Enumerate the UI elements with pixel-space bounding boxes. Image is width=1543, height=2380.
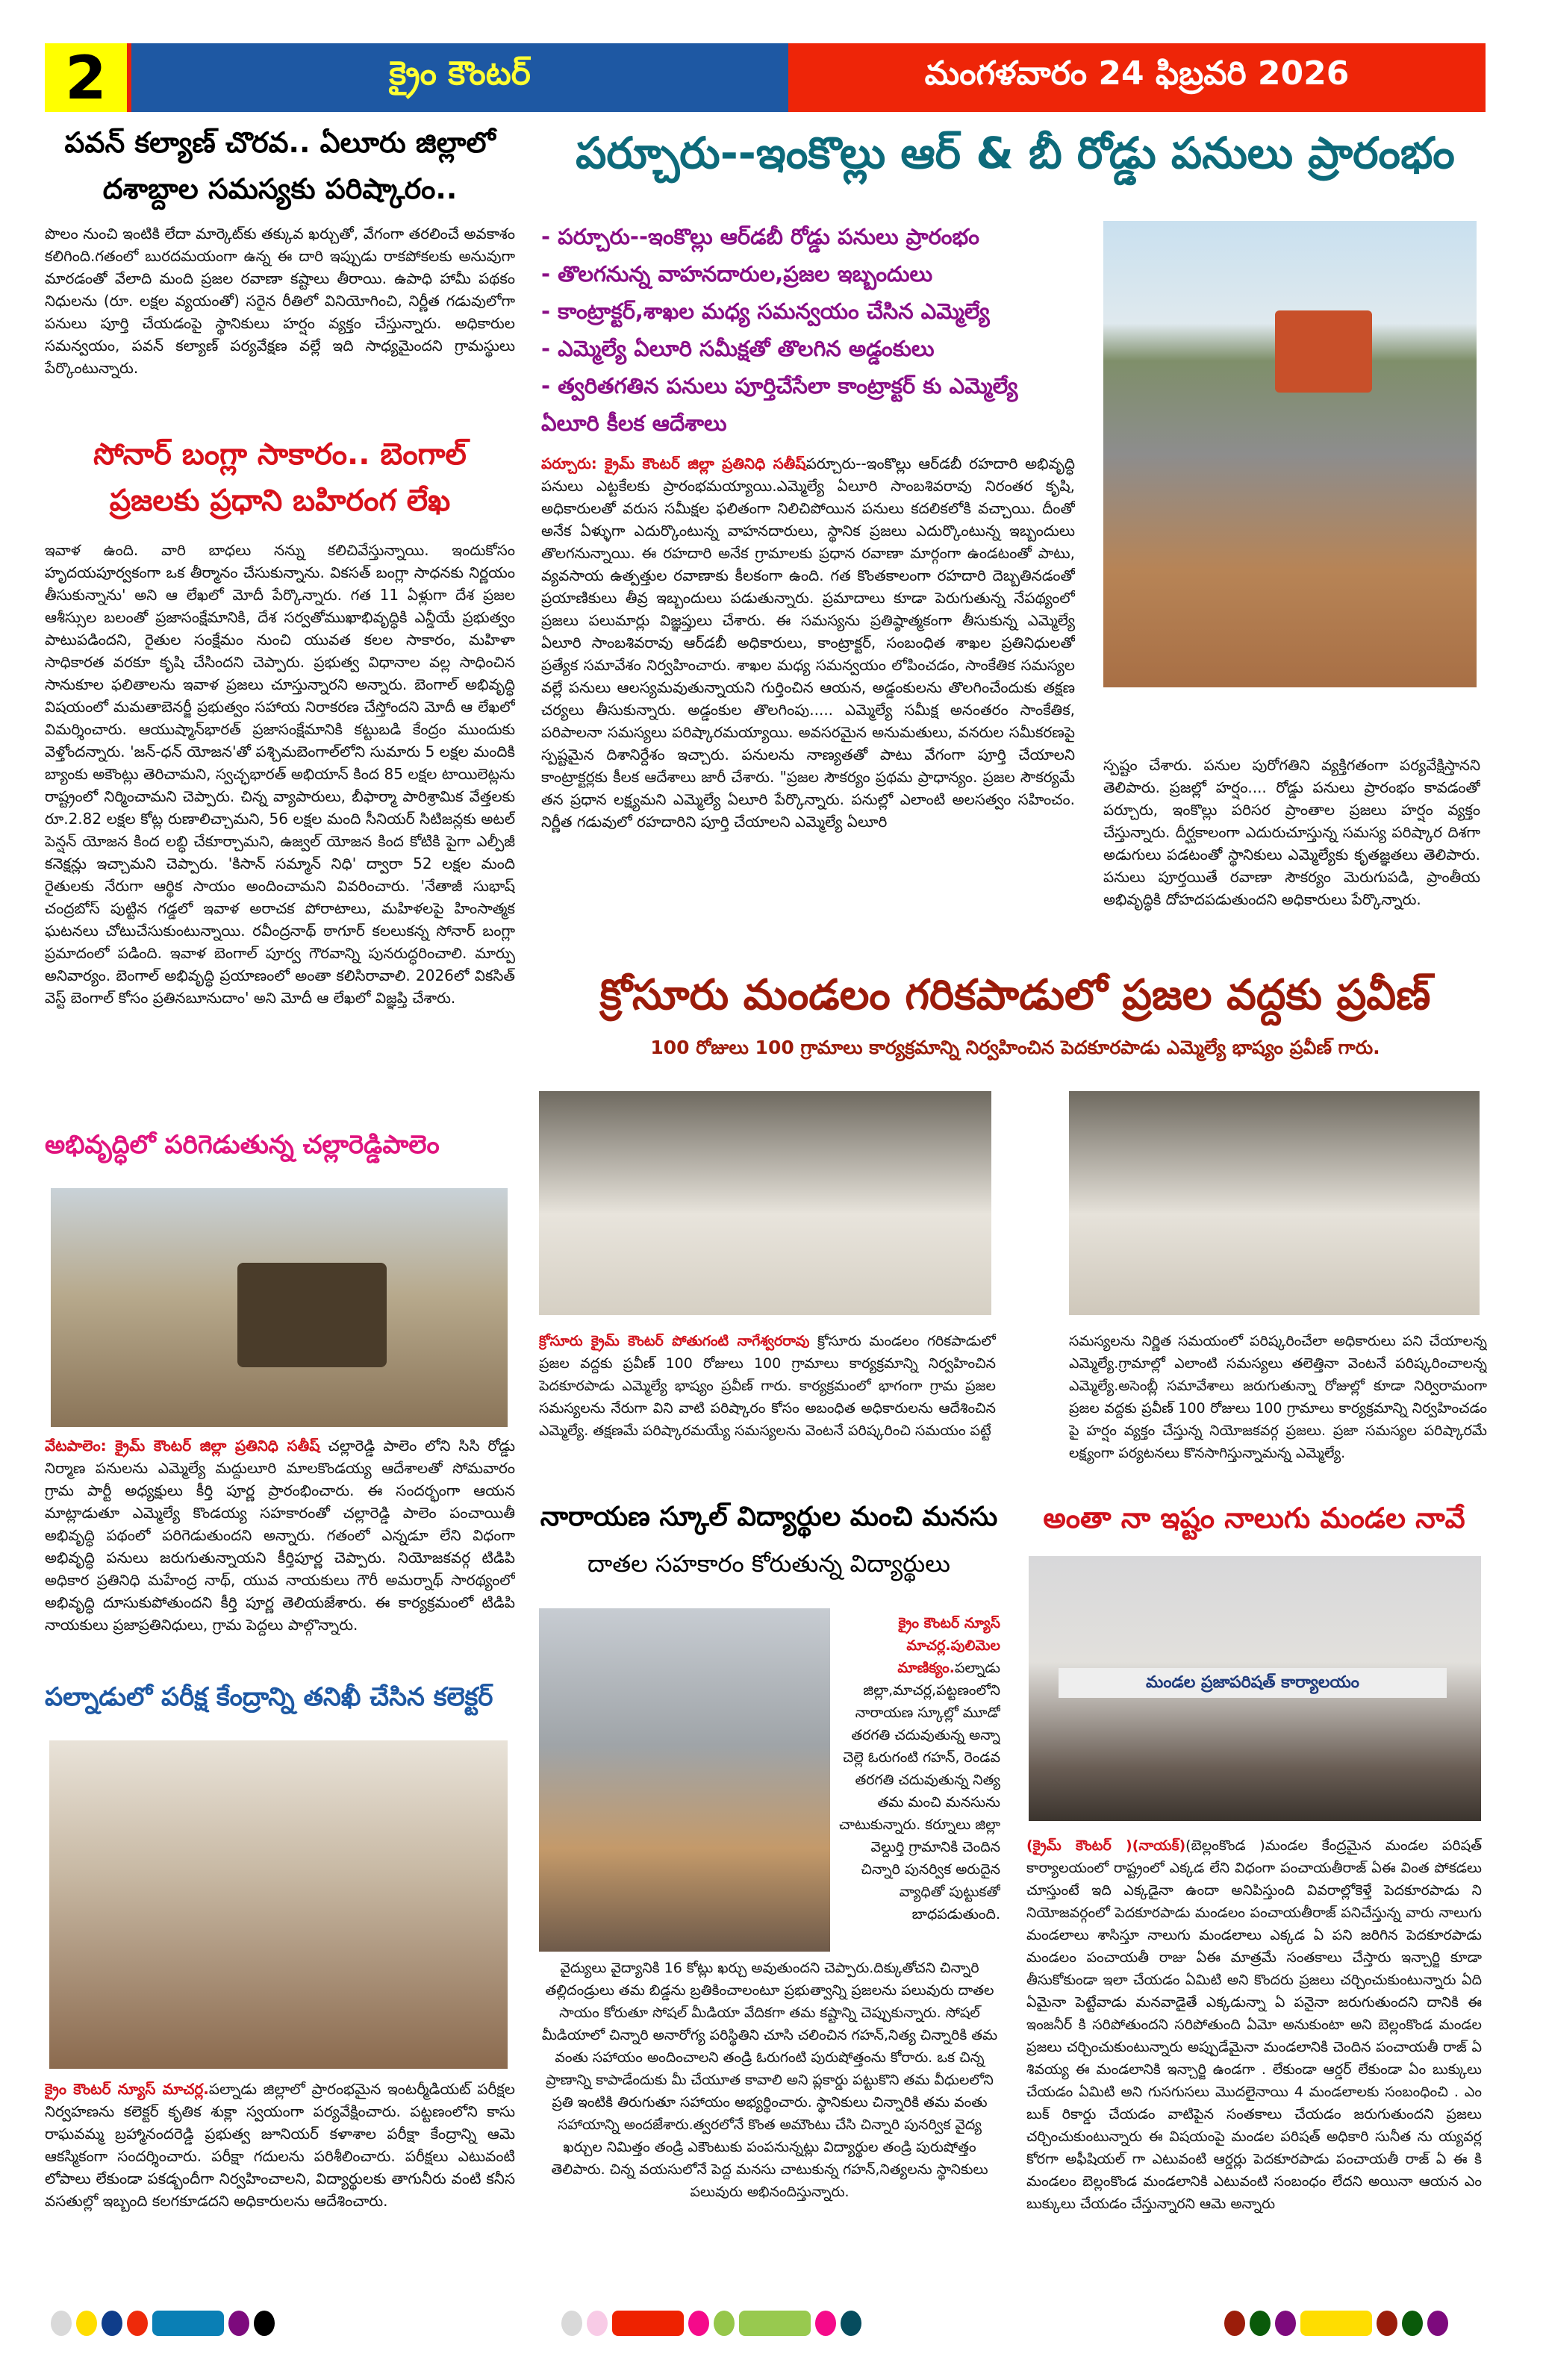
color-dot (1224, 2311, 1245, 2336)
bullet: - ఎమ్మెల్యే ఏలూరి సమీక్షతో తొలగిన అడ్డంకులు (541, 336, 935, 361)
subheadline-narayana: దాతల సహకారం కోరుతున్న విద్యార్థులు (587, 1549, 950, 1578)
color-dot (51, 2311, 72, 2336)
highlight-bullets (541, 218, 1094, 442)
article-body-sonar-bangla: ఇవాళ ఉంది. వారి బాధలు నన్ను కలిచివేస్తున్నాయి. ఇందుకోసం హృదయపూర్వకంగా ఒక తీర్మానం చేసుకున్నాను. వికసత్ బంగ్లా సాధనకు నిర్ణయం తీసుకున్నాను' అని ఆ లేఖలో మోదీ పేర్కొన్నారు. గత 11 ఏళ్లుగా దేశ ప్రజల ఆశీస్సుల బలంతో ప్రజాసంక్షేమానికి, దేశ సర్వతోముఖాభివృద్ధికి ఎన్డీయే ప్రభుత్వం పాటుపడిందని, రైతుల సంక్షేమం నుంచి యువత కలల సాకారం, మహిళా సాధికారత వరకూ కృషి చేసిందని చెప్పారు. ప్రభుత్వ విధానాల వల్ల సాధించిన సానుకూల ఫలితాలను ఇవాళ ప్రజలు చూస్తున్నారని అన్నారు. బెంగాల్ అభివృద్ధి విషయంలో మమతాబెనర్జీ ప్రభుత్వం సహాయ నిరాకరణ చేస్తోందని మోదీ ఆ లేఖలో విమర్శించారు. ఆయుష్మాన్‌భారత్ ప్రజాసంక్షేమానికి కట్టుబడి కేంద్రం ముందుకు వెళ్తోందన్నారు. 'జన్-ధన్ యోజన'తో పశ్చిమబెంగాల్‌లోని సుమారు 5 లక్షల మందికి బ్యాంకు అకౌంట్లు తెరిచామని, స్వచ్ఛభారత్ అభియాన్ కింద 85 లక్షల టాయిలెట్లను రాష్ట్రంలో నిర్మించామని చెప్పారు. చిన్న వ్యాపారులు, బీఫార్మా పారిశ్రామిక వేత్తలకు రూ.2.82 లక్షల కోట్ల రుణాలిచ్చామని, 56 లక్షల మంది సీనియర్ సిటిజన్లకు అటల్ పెన్షన్ యోజన కింద లబ్ధి చేకూర్చామని, ఉజ్వల్ యోజన కింద కోటికి పైగా ఎల్పీజీ కనెక్షన్లు ఇచ్చామని చెప్పారు. 'కిసాన్ సమ్మాన్ నిధి' ద్వారా 52 లక్షల మంది రైతులకు నేరుగా ఆర్థిక సాయం అందించామని వివరించారు. 'నేతాజీ సుభాష్ చంద్రబోస్ పుట్టిన గడ్డలో ఇవాళ అరాచక పోరాటాలు, మహిళలపై హింసాత్మక ఘటనలు చోటుచేసుకుంటున్నాయి. రవీంద్రనాథ్ ఠాగూర్ కలలుకన్న సోనార్ బంగ్లా ప్రమాదంలో పడింది. ఇవాళ బెంగాల్ పూర్వ గౌరవాన్ని పునరుద్ధరించాలి. మార్పు అనివార్యం. బెంగాల్ అభివృద్ధి ప్రయాణంలో అంతా కలిసిరావాలి. 2026లో వికసిత్ వెస్ట్ బెంగాల్ కోసం ప్రతినబూనుదాం' అని మోదీ ఆ లేఖలో విజ్ఞప్తి చేశారు. (45, 541, 515, 1007)
byline: పర్చూరు: క్రైమ్ కౌంటర్ జిల్లా ప్రతినిధి సతీష్ (541, 455, 806, 472)
color-dot (815, 2311, 836, 2336)
article-body-parchur (541, 452, 1075, 949)
article-body-parchur-continued: స్పష్టం చేశారు. పనుల పురోగతిని వ్యక్తిగతంగా పర్యవేక్షిస్తానని తెలిపారు. ప్రజల్లో హర్షం.... రోడ్డు పనులు ప్రారంభం కావడంతో పర్చూరు, ఇంకొల్లు పరిసర ప్రాంతాల ప్రజలు హర్షం వ్యక్తం చేస్తున్నారు. దీర్ఘకాలంగా ఎదురుచూస్తున్న సమస్య పరిష్కార దిశగా అడుగులు పడటంతో స్థానికులు ఎమ్మెల్యేకు కృతజ్ఞతలు తెలిపారు. పనులు పూర్తయితే రవాణా సౌకర్యం మెరుగుపడి, ప్రాంతీయ అభివృద్ధికి దోహదపడుతుందని అధికారులు పేర్కొన్నారు. (1103, 756, 1480, 908)
excavator-shape (1275, 310, 1372, 393)
bullet: - కాంట్రాక్టర్,శాఖల మధ్య సమన్వయం చేసిన ఎమ్మెల్యే (541, 299, 990, 324)
photo-mandal-office (1029, 1556, 1481, 1821)
article-body-krosuru-left (539, 1330, 996, 1494)
color-dot (1275, 2311, 1296, 2336)
page-number: 2 (45, 43, 131, 112)
color-dot (127, 2311, 148, 2336)
headline-pawan: పవన్ కల్యాణ్ చొరవ.. ఏలూరు జిల్లాలో దశాబ్దాల సమస్యకు పరిష్కారం.. (64, 126, 496, 205)
body-text: పల్నాడు జిల్లాలో ప్రారంభమైన ఇంటర్మీడియట్ పరీక్షల నిర్వహణను కలెక్టర్ కృతిక శుక్లా స్వయంగా పర్యవేక్షించారు. పట్టణంలోని కాసు రాఘవమ్మ బ్రహ్మానందరెడ్డి ప్రభుత్వ జూనియర్ కళాశాల పరీక్షా కేంద్రాన్ని ఆమె ఆకస్మికంగా సందర్శించారు. పరీక్షా గదులను పరిశీలించారు. పరీక్షలు ఎటువంటి లోపాలు లేకుండా పకడ్బందీగా నిర్వహించాలని, విద్యార్థులకు తాగునీరు వంటి కనీస వసతుల్లో ఇబ్బంది కలగకూడదని అధికారులను ఆదేశించారు. (45, 2080, 515, 2210)
office-signboard: మండల ప్రజాపరిషత్ కార్యాలయం (1059, 1668, 1447, 1698)
byline: క్రైం కౌంటర్ న్యూస్ మాచర్ల.పులిమెల మాణిక్యం. (897, 1615, 1000, 1676)
masthead-title: క్రైం కౌంటర్ (131, 43, 788, 112)
headline-antha-naa: అంతా నా ఇష్టం నాలుగు మండల నావే (1043, 1502, 1465, 1534)
bullet: - పర్చూరు--ఇంకొల్లు ఆర్‌డబీ రోడ్డు పనులు ప్రారంభం (541, 224, 979, 249)
byline: క్రోసూరు క్రైమ్ కౌంటర్ పోతుగంటి నాగేశ్వరరావు (539, 1333, 810, 1349)
bullet: ఏలూరి కీలక ఆదేశాలు (541, 410, 727, 436)
body-text: పర్చూరు--ఇంకొల్లు ఆర్‌డబీ రహదారి అభివృద్ధి పనులు ఎట్టకేలకు ప్రారంభమయ్యాయి.ఎమ్మెల్యే ఏలూరి సాంబశివరావు నిరంతర కృషి, అధికారులతో వరుస సమీక్షల ఫలితంగా నిలిచిపోయిన పనులు కదలికలోకి వచ్చాయి. దీంతో అనేక ఏళ్ళుగా ఎదుర్కొంటున్న వాహనదారులు, స్థానిక ప్రజలు ఎదుర్కొంటున్న ఇబ్బందులు తొలగనున్నాయి. ఈ రహదారి అనేక గ్రామాలకు ప్రధాన రవాణా మార్గంగా ఉండటంతో పాటు, వ్యవసాయ ఉత్పత్తుల రవాణాకు కీలకంగా ఉంది. గత కొంతకాలంగా రహదారి దెబ్బతినడంతో ప్రయాణికులు తీవ్ర ఇబ్బందులు పడుతున్నారు. ప్రమాదాలు కూడా పెరుగుతున్న నేపథ్యంలో ప్రజలు పలుమార్లు విజ్ఞప్తులు చేశారు. ఈ సమస్యను ప్రతిష్ఠాత్మకంగా తీసుకున్న ఎమ్మెల్యే ఏలూరి సాంబశివరావు ఆర్‌డబీ అధికారులు, కాంట్రాక్టర్, సంబంధిత శాఖల ప్రతినిధులతో ప్రత్యేక సమావేశం నిర్వహించారు. శాఖల మధ్య సమన్వయం లోపించడం, సాంకేతిక సమస్యల వల్లే పనులు ఆలస్యమవుతున్నాయని గుర్తించిన ఆయన, అడ్డంకులను తొలగించేందుకు తక్షణ చర్యలు తీసుకున్నారు. అడ్డంకుల తొలగింపు..... ఎమ్మెల్యే సమీక్ష అనంతరం సాంకేతిక, పరిపాలనా సమస్యలు పరిష్కారమయ్యాయి. అవసరమైన అనుమతులు, వనరుల సమీకరణపై స్పష్టమైన దిశానిర్దేశం ఇచ్చారు. పనులను నాణ్యతతో పాటు వేగంగా పూర్తి చేయాలని కాంట్రాక్టర్లకు కీలక ఆదేశాలు జారీ చేశారు. "ప్రజల సౌకర్యం ప్రథమ ప్రాధాన్యం. ప్రజల సౌకర్యమే తన ప్రధాన లక్ష్యమని ఎమ్మెల్యే ఏలూరి పేర్కొన్నారు. పనుల్లో ఎలాంటి అలసత్వం సహించం. నిర్ణీత గడువులో రహదారిని పూర్తి చేయాలని ఎమ్మెల్యే ఏలూరి (541, 455, 1075, 831)
article-body-palnadu (45, 2078, 515, 2261)
photo-students-placard (539, 1608, 830, 1952)
caption-narayana (835, 1612, 1000, 1952)
body-text: చల్లారెడ్డి పాలెం లోని సిసి రోడ్డు నిర్మాణ పనులను ఎమ్మెల్యే మద్దులూరి మాలకొండయ్య ఆదేశాలతో సోమవారం గ్రామ పార్టీ అధ్యక్షులు కీర్తి పూర్ణ ప్రారంభించారు. ఈ సందర్భంగా ఆయన మాట్లాడుతూ ఎమ్మెల్యే కొండయ్య సహకారంతో చల్లారెడ్డి పాలెం పంచాయితీ అభివృద్ధి పథంలో పరిగెడుతుందని అన్నారు. గతంలో ఎన్నడూ లేని విధంగా అభివృద్ధి పనులు జరుగుతున్నాయని కీర్తిపూర్ణ చెప్పారు. నియోజకవర్గ టిడిపి అధికార ప్రతినిధి మహేంద్ర నాథ్, యువ నాయకులు గౌరీ అమర్నాథ్ సారథ్యంలో అభివృద్ధి దూసుకుపోతుందని కీర్తి పూర్ణ తెలియజేశారు. ఈ కార్యక్రమంలో టిడిపి నాయకులు ప్రజాప్రతినిధులు, గ్రామ పెద్దలు పాల్గొన్నారు. (45, 1437, 515, 1634)
color-dot (102, 2311, 122, 2336)
footer-color-strip-left (51, 2311, 275, 2336)
color-dot (587, 2311, 608, 2336)
color-dot (228, 2311, 249, 2336)
issue-date: మంగళవారం 24 ఫిబ్రవరి 2026 (788, 43, 1486, 112)
color-dot (714, 2311, 735, 2336)
photo-tractor-road-work (51, 1188, 508, 1427)
body-text: (బెల్లంకొండ )మండల కేంద్రమైన మండల పరిషత్ కార్యాలయంలో రాష్ట్రంలో ఎక్కడ లేని విధంగా పంచాయతీరాజ్ ఏఈ వింత పోకడలు చూస్తుంటే ఇది ఎక్కడైనా ఉందా అనిపిస్తుంది వివరాల్లోకెళ్తే పెదకూరపాడు ని నియోజవర్గంలో పెదకూరపాడు మండలం పంచాయతీరాజ్ పనిచేస్తున్న వారు నాలుగు మండలాలు శాసిస్తూ నాలుగు మండలాలు ఎక్కడ ఏ పని జరిగిన పెదకూరపాడు మండలం పంచాయతీ రాజు ఏఈ మాత్రమే సంతకాలు చేస్తారు ఇన్చార్జి కూడా తీసుకోకుండా ఇలా చేయడం ఏమిటి అని కొందరు ప్రజలు చర్చించుకుంటున్నారు ఏది ఏమైనా పెట్టేవాడు మనవాడైతే ఎక్కడున్నా ఏ పనైనా జరుగుతుందని దానికి ఈ ఇంజనీర్ కి సరిపోతుందని సరిపోతుంది ఏమో అనుకుంటా అని బెల్లంకొండ మండల ప్రజలు చర్చించుకుంటున్నారు అప్పుడేమైనా మండలానికి చెందిన పంచాయతీ రాజ్ ఏ శివయ్య ఈ మండలానికి ఇన్చార్జి ఉండగా . లేకుండా ఆర్డర్ లేకుండా ఏం బుక్కులు చేయడం ఏమిటి అని గుసగుసలు మొదలైనాయి 4 మండలాలకు సంబంధించి . ఎం బుక్ రికార్డు చేయడం వాటిపైన సంతకాలు చేయడం జరుగుతుందని ప్రజలు చర్చించుకుంటున్నారు ఈ విషయంపై మండల పరిషత్ అధికారి సునీత ను య్యవర్ల కోరగా అఫీషియల్ గా ఎటువంటి ఆర్డర్లు పెదకూరపాడు పంచాయతీ రాజ్ ఏ ఈ కి మండలం బెల్లంకొండ మండలానికి ఎటువంటి సంబంధం లేదని అయినా ఆయన ఎం బుక్కులు చేయడం చేస్తున్నారని ఆమె అన్నారు (1026, 1837, 1482, 2212)
byline: వేటపాలెం: క్రైమ్ కౌంటర్ జిల్లా ప్రతినిధి సతీష్ (45, 1437, 320, 1455)
color-dot (76, 2311, 97, 2336)
article-body-antha-naa (1026, 1834, 1482, 2267)
color-dot (1427, 2311, 1448, 2336)
subheadline-krosuru: 100 రోజులు 100 గ్రామాలు కార్యక్రమాన్ని నిర్వహించిన పెదకూరపాడు ఎమ్మెల్యే భాష్యం ప్రవీణ్ గారు. (650, 1037, 1380, 1058)
photo-mla-meeting-1 (539, 1091, 991, 1315)
article-body-krosuru-right: సమస్యలను నిర్ణిత సమయంలో పరిష్కరించేలా అధికారులు పని చేయాలన్న ఎమ్మెల్యే.గ్రామాల్లో ఎలాంటి సమస్యలు తలెత్తినా వెంటనే పరిష్కరించాలన్న ఎమ్మెల్యే.అసెంబ్లీ సమావేశాలు జరుగుతున్నా రోజుల్లో కూడా నిర్విరామంగా ప్రజల వద్దకు ప్రవీణ్ 100 రోజులు 100 గ్రామాలు కార్యక్రమాన్ని నిర్వహించడం పై హర్షం వ్యక్తం చేస్తున్న నియోజకవర్గ ప్రజలు. ప్రజా సమస్యల పరిష్కారమే లక్ష్యంగా పర్యటనలు కొనసాగిస్తున్నామన్న ఎమ్మెల్యే. (1069, 1333, 1487, 1461)
article-body-narayana: వైద్యులు వైద్యానికి 16 కోట్లు ఖర్చు అవుతుందని చెప్పారు.దిక్కుతోచని చిన్నారి తల్లిదండ్రులు తమ బిడ్డను బ్రతికించాలంటూ ప్రభుత్వాన్ని ప్రజలను పలువురు దాతల సాయం కోరుతూ సోషల్ మీడియా వేదికగా తమ కష్టాన్ని చెప్పుకున్నారు. సోషల్ మీడియాలో చిన్నారి అనారోగ్య పరిస్థితిని చూసి చలించిన గహన్,నిత్య చిన్నారికి తమ వంతు సహాయం అందించాలని తండ్రి ఓరుగంటి పురుషోత్తంను కోరారు. ఒక చిన్న ప్రాణాన్ని కాపాడేందుకు మీ చేయూత కావాలి అని ప్లకార్డు పట్టుకొని తమ వీధులలోని ప్రతి ఇంటికి తిరుగుతూ సహాయం అభ్యర్థించారు. స్థానికులు చిన్నారికి తమ వంతు సహాయాన్ని అందజేశారు.త్వరలోనే కొంత అమౌంటు చేసి చిన్నారి పునర్విక వైద్య ఖర్చుల నిమిత్తం తండ్రి ఎకౌంటుకు పంపనున్నట్లు విద్యార్థుల తండ్రి పురుషోత్తం తెలిపారు. చిన్న వయసులోనే పెద్ద మనసు చాటుకున్న గహన్,నిత్యలను స్థానికులు పలువురు అభినందిస్తున్నారు. (541, 1960, 998, 2200)
color-dot (739, 2311, 811, 2336)
byline: (క్రైమ్ కౌంటర్ )(నాయక్) (1026, 1837, 1186, 1854)
byline: క్రైం కౌంటర్ న్యూస్ మాచర్ల. (45, 2080, 209, 2098)
article-body-pawan: పొలం నుంచి ఇంటికి లేదా మార్కెట్‌కు తక్కువ ఖర్చుతో, వేగంగా తరలించే అవకాశం కలిగింది.గతంలో బురదమయంగా ఉన్న ఈ దారి ఇప్పుడు రాకపోకలకు అనువుగా మారడంతో వేలాది మంది ప్రజల రవాణా కష్టాలు తీరాయి. ఉపాధి హామీ పథకం నిధులను (రూ. లక్షల వ్యయంతో) సరైన రీతిలో వినియోగించి, నిర్ణీత గడువులోగా పనులు పూర్తి చేయడంపై స్థానికులు హర్షం వ్యక్తం చేస్తున్నారు. అధికారుల సమన్వయం, పవన్ కల్యాణ్ పర్యవేక్షణ వల్లే ఇది సాధ్యమైందని గ్రామస్థులు పేర్కొంటున్నారు. (45, 225, 515, 377)
color-dot (152, 2311, 224, 2336)
bullet: - తొలగనున్న వాహనదారుల,ప్రజల ఇబ్బందులు (541, 261, 933, 287)
color-dot (1377, 2311, 1397, 2336)
bullet: - త్వరితగతిన పనులు పూర్తిచేసేలా కాంట్రాక్టర్ కు ఎమ్మెల్యే (541, 373, 1018, 399)
color-dot (254, 2311, 275, 2336)
photo-exam-hall (49, 1740, 508, 2069)
headline-palnadu: పల్నాడులో పరీక్ష కేంద్రాన్ని తనిఖీ చేసిన కలెక్టర్ (45, 1682, 493, 1712)
color-dot (1402, 2311, 1423, 2336)
footer-color-strip-right (1224, 2311, 1448, 2336)
color-dot (612, 2311, 684, 2336)
headline-krosuru: క్రోసూరు మండలం గరికపాడులో ప్రజల వద్దకు ప్రవీణ్ (599, 971, 1431, 1019)
body-text: పల్నాడు జిల్లా,మాచర్ల,పట్టణంలోని నారాయణ స్కూల్లో మూడో తరగతి చదువుతున్న అన్నా చెల్లె ఓరుగంటి గహన్, రెండవ తరగతి చదువుతున్న నిత్య తమ మంచి మనసును చాటుకున్నారు. కర్నూలు జిల్లా వెల్దుర్తి గ్రామానికి చెందిన చిన్నారి పునర్విక అరుదైన వ్యాధితో పుట్టుకతో బాధపడుతుంది. (838, 1660, 1000, 1923)
body-text: క్రోసూరు మండలం గరికపాడులో ప్రజల వద్దకు ప్రవీణ్ 100 రోజులు 100 గ్రామాలు కార్యక్రమాన్ని నిర్వహించిన పెదకూరపాడు ఎమ్మెల్యే భాష్యం ప్రవీణ్ గారు. కార్యక్రమంలో భాగంగా గ్రామ ప్రజల సమస్యలను నేరుగా విని వాటి పరిష్కారం కోసం అబంధిత అధికారులను ఆదేశించిన ఎమ్మెల్యే. తక్షణమే పరిష్కారమయ్యే సమస్యలను వెంటనే పరిష్కరించి సమయం పట్టే (539, 1333, 996, 1439)
headline-sonar-bangla: సోనార్ బంగ్లా సాకారం.. బెంగాల్ ప్రజలకు ప్రధాని బహిరంగ లేఖ (93, 437, 467, 518)
photo-road-excavation (1103, 221, 1477, 687)
color-dot (1300, 2311, 1372, 2336)
headline-narayana: నారాయణ స్కూల్ విద్యార్థుల మంచి మనసు (540, 1502, 998, 1532)
color-dot (561, 2311, 582, 2336)
footer-color-strip-center (561, 2311, 861, 2336)
article-body-chellareddipalem (45, 1434, 515, 1666)
color-dot (688, 2311, 709, 2336)
headline-parchur: పర్చూరు--ఇంకొల్లు ఆర్ & బీ రోడ్డు పనులు ప్రారంభం (576, 128, 1455, 178)
color-dot (841, 2311, 861, 2336)
photo-mla-meeting-2 (1069, 1091, 1480, 1315)
headline-chellareddipalem: అభివృద్ధిలో పరిగెడుతున్న చల్లారెడ్డిపాలెం (45, 1130, 440, 1160)
color-dot (1250, 2311, 1271, 2336)
tractor-shape (237, 1263, 387, 1367)
